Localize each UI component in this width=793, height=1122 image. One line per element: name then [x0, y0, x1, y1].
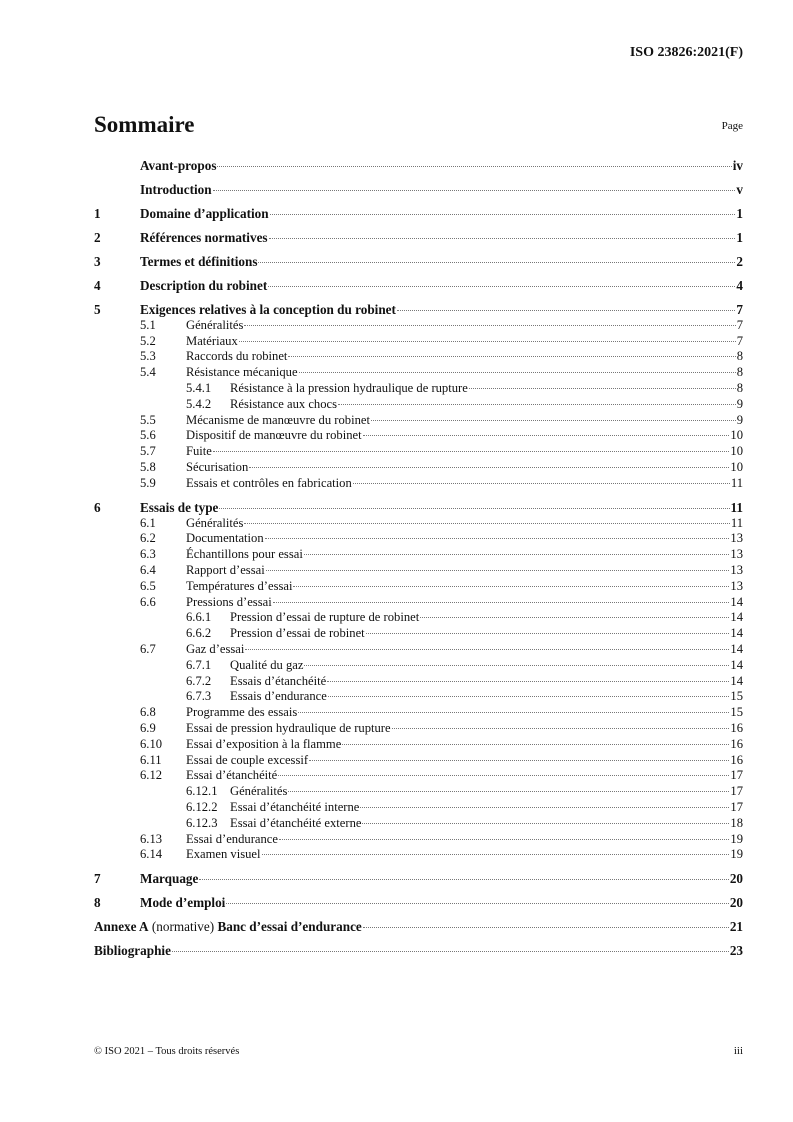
toc-entry-number: 6.2: [140, 531, 156, 546]
toc-entry-page: 11: [730, 515, 743, 530]
toc-entry-page: 8: [736, 365, 743, 380]
toc-entry-title: Généralités: [186, 515, 244, 530]
dot-leader: [371, 420, 736, 421]
toc-entry-number: 4: [94, 278, 101, 294]
toc-entry-bibliography[interactable]: [94, 943, 743, 959]
toc-entry[interactable]: [94, 318, 743, 334]
toc-entry-page: 10: [730, 428, 743, 443]
toc-entry-title: Généralités: [186, 317, 244, 332]
toc-entry-number: 5.5: [140, 412, 156, 427]
toc-entry[interactable]: [94, 381, 743, 397]
toc-entry-page: 17: [730, 799, 743, 814]
toc-entry-page: 9: [736, 412, 743, 427]
toc-entry[interactable]: [94, 721, 743, 737]
toc-entry[interactable]: [94, 302, 743, 318]
dot-leader: [270, 214, 736, 215]
toc-entry-page: 10: [730, 460, 743, 475]
toc-entry-title: Matériaux: [186, 333, 238, 348]
toc-entry-number: 5.4: [140, 365, 156, 380]
dot-leader: [219, 508, 729, 509]
toc-entry-title: Sécurisation: [186, 460, 249, 475]
toc-entry-title: Essai d’endurance: [186, 831, 278, 846]
copyright-footer: © ISO 2021 – Tous droits réservés: [94, 1046, 240, 1057]
toc-entry[interactable]: [94, 847, 743, 863]
toc-entry-number: 6.10: [140, 736, 163, 751]
dot-leader: [309, 760, 729, 761]
toc-entry[interactable]: [94, 254, 743, 270]
toc-entry-page: 14: [730, 642, 743, 657]
toc-entry-number: 6.5: [140, 578, 156, 593]
bibliography-page: 23: [729, 943, 743, 959]
toc-entry-title: Résistance aux chocs: [230, 396, 338, 411]
toc-entry[interactable]: [94, 531, 743, 547]
toc-entry-page: 4: [736, 278, 743, 294]
toc-entry-number: 5.3: [140, 349, 156, 364]
toc-entry-page: 18: [730, 815, 743, 830]
toc-entry-title: Températures d’essai: [186, 578, 293, 593]
toc-entry-number: 6.13: [140, 831, 163, 846]
toc-entry[interactable]: [94, 563, 743, 579]
dot-leader: [342, 744, 729, 745]
toc-entry[interactable]: [94, 500, 743, 516]
toc-entry[interactable]: [94, 784, 743, 800]
toc-entry[interactable]: [94, 428, 743, 444]
toc-entry-title: Résistance à la pression hydraulique de rupture: [230, 381, 468, 396]
dot-leader: [217, 166, 731, 167]
toc-entry-number: 1: [94, 206, 101, 222]
toc-entry-page: 15: [730, 689, 743, 704]
toc-entry-number: 5.4.2: [186, 396, 212, 411]
dot-leader: [366, 633, 730, 634]
toc-entry-title: Pression d’essai de rupture de robinet: [230, 610, 420, 625]
dot-leader: [279, 839, 729, 840]
toc-entry-title: Dispositif de manœuvre du robinet: [186, 428, 362, 443]
toc-entry[interactable]: [94, 230, 743, 246]
dot-leader: [298, 712, 729, 713]
toc-entry-title: Pressions d’essai: [186, 594, 272, 609]
dot-leader: [265, 538, 730, 539]
dot-leader: [327, 681, 729, 682]
toc-entry[interactable]: [94, 206, 743, 222]
toc-entry[interactable]: [94, 476, 743, 492]
dot-leader: [338, 404, 736, 405]
toc-entry-page: 14: [730, 594, 743, 609]
dot-leader: [269, 238, 736, 239]
annex-page: 21: [729, 919, 743, 935]
toc-entry-page: v: [736, 182, 743, 198]
toc-entry-title: Gaz d’essai: [186, 642, 245, 657]
toc-entry-number: 6.12.2: [186, 799, 218, 814]
toc-entry-number: 6.12.3: [186, 815, 218, 830]
toc-entry-title: Examen visuel: [186, 847, 261, 862]
toc-entry-number: 6.7.3: [186, 689, 212, 704]
toc-entry[interactable]: [94, 516, 743, 532]
dot-leader: [363, 927, 729, 928]
toc-entry[interactable]: [94, 278, 743, 294]
dot-leader: [360, 807, 729, 808]
dot-leader: [199, 879, 728, 880]
toc-entry[interactable]: [94, 674, 743, 690]
dot-leader: [353, 483, 730, 484]
toc-entry-number: 6.1: [140, 515, 156, 530]
toc-entry-title: Essais d’endurance: [230, 689, 327, 704]
toc-entry-page: 7: [736, 317, 743, 332]
toc-entry-page: 8: [736, 349, 743, 364]
toc-entry-number: 6.14: [140, 847, 163, 862]
annex-type: (normative): [151, 919, 215, 935]
toc-entry-title: Pression d’essai de robinet: [230, 626, 365, 641]
toc-entry[interactable]: [94, 397, 743, 413]
page-title: Sommaire: [94, 112, 195, 137]
toc-entry-title: Qualité du gaz: [230, 657, 304, 672]
dot-leader: [266, 570, 730, 571]
toc-entry[interactable]: [94, 444, 743, 460]
page-column-label: Page: [721, 120, 743, 132]
toc-entry-number: 6.7: [140, 642, 156, 657]
toc-entry[interactable]: [94, 871, 743, 887]
toc-entry[interactable]: [94, 626, 743, 642]
toc-entry-title: Essai de couple excessif: [186, 752, 309, 767]
dot-leader: [226, 903, 728, 904]
footer-page-number: iii: [733, 1045, 743, 1057]
dot-leader: [244, 523, 730, 524]
toc-entry-title: Description du robinet: [140, 278, 268, 294]
dot-leader: [363, 435, 730, 436]
toc-entry[interactable]: [94, 334, 743, 350]
dot-leader: [245, 649, 729, 650]
toc-entry-title: Essai d’étanchéité interne: [230, 799, 360, 814]
toc-entry-title: Essai d’étanchéité: [186, 768, 278, 783]
toc-entry-title: Essais de type: [140, 499, 219, 515]
toc-entry-number: 6: [94, 499, 101, 515]
toc-entry-title: Termes et définitions: [140, 254, 258, 270]
dot-leader: [213, 451, 730, 452]
dot-leader: [278, 775, 729, 776]
toc-entry-title: Mécanisme de manœuvre du robinet: [186, 412, 370, 427]
toc-entry-number: 6.6.1: [186, 610, 212, 625]
toc-entry-number: 6.7.1: [186, 657, 212, 672]
toc-entry[interactable]: [94, 579, 743, 595]
dot-leader: [420, 617, 729, 618]
toc-entry[interactable]: [94, 413, 743, 429]
dot-leader: [288, 791, 729, 792]
toc-entry-page: 13: [730, 578, 743, 593]
toc-entry-page: 20: [729, 895, 743, 911]
toc-entry-page: 19: [730, 847, 743, 862]
toc-entry[interactable]: [94, 460, 743, 476]
toc-entry-page: 14: [730, 673, 743, 688]
dot-leader: [239, 341, 736, 342]
toc-entry-title: Programme des essais: [186, 705, 298, 720]
toc-entry-title: Références normatives: [140, 230, 268, 246]
toc-entry-page: 9: [736, 396, 743, 411]
dot-leader: [249, 467, 729, 468]
table-of-contents: [94, 150, 743, 959]
toc-entry[interactable]: [94, 658, 743, 674]
dot-leader: [469, 388, 736, 389]
dot-leader: [304, 665, 729, 666]
dot-leader: [273, 602, 730, 603]
toc-entry-number: 6.12.1: [186, 784, 218, 799]
toc-entry-number: 5.8: [140, 460, 156, 475]
toc-entry-number: 5.2: [140, 333, 156, 348]
toc-entry[interactable]: [94, 816, 743, 832]
dot-leader: [293, 586, 729, 587]
toc-entry-page: 20: [729, 871, 743, 887]
toc-entry-number: 5.6: [140, 428, 156, 443]
toc-entry-number: 5.4.1: [186, 381, 212, 396]
toc-entry-number: 6.12: [140, 768, 163, 783]
toc-entry-page: 7: [736, 302, 743, 318]
toc-entry-title: Échantillons pour essai: [186, 547, 303, 562]
dot-leader: [262, 854, 730, 855]
toc-entry-page: 10: [730, 444, 743, 459]
toc-entry-page: 11: [730, 475, 743, 490]
toc-entry-number: 6.9: [140, 721, 156, 735]
toc-entry-title: Essai d’étanchéité externe: [230, 815, 362, 830]
toc-entry-title: Essais et contrôles en fabrication: [186, 475, 352, 490]
toc-entry-number: 8: [94, 895, 101, 911]
toc-entry-title: Généralités: [230, 784, 288, 799]
dot-leader: [299, 372, 736, 373]
toc-entry[interactable]: [94, 547, 743, 563]
dot-leader: [258, 262, 735, 263]
toc-entry-title: Fuite: [186, 444, 212, 459]
dot-leader: [213, 190, 736, 191]
annex-title: Banc d’essai d’endurance: [217, 919, 362, 935]
toc-entry-number: 6.4: [140, 563, 156, 578]
toc-entry-number: 5.9: [140, 475, 156, 490]
toc-entry-title: Marquage: [140, 871, 199, 887]
toc-entry-page: 16: [730, 721, 743, 735]
toc-entry-number: 5.1: [140, 317, 156, 332]
toc-entry-page: 16: [730, 752, 743, 767]
dot-leader: [244, 325, 735, 326]
toc-entry-title: Avant-propos: [140, 158, 217, 174]
toc-entry-title: Introduction: [140, 182, 212, 198]
toc-entry-page: 14: [730, 610, 743, 625]
toc-entry-page: 8: [736, 381, 743, 396]
toc-entry-page: iv: [732, 158, 743, 174]
toc-entry[interactable]: [94, 182, 743, 198]
toc-entry-page: 13: [730, 563, 743, 578]
toc-entry[interactable]: [94, 800, 743, 816]
dot-leader: [362, 823, 729, 824]
toc-entry-number: 5.7: [140, 444, 156, 459]
dot-leader: [268, 286, 735, 287]
toc-entry[interactable]: [94, 595, 743, 611]
toc-entry-page: 1: [736, 230, 743, 246]
toc-entry-page: 17: [730, 768, 743, 783]
toc-entry[interactable]: [94, 610, 743, 626]
dot-leader: [328, 696, 730, 697]
toc-entry-number: 7: [94, 871, 101, 887]
toc-entry-number: 6.6.2: [186, 626, 212, 641]
toc-entry-number: 3: [94, 254, 101, 270]
toc-entry[interactable]: [94, 158, 743, 174]
toc-entry[interactable]: [94, 689, 743, 705]
toc-entry[interactable]: [94, 349, 743, 365]
toc-entry[interactable]: [94, 832, 743, 848]
toc-entry-title: Rapport d’essai: [186, 563, 265, 578]
dot-leader: [172, 951, 729, 952]
toc-entry-title: Documentation: [186, 531, 264, 546]
toc-entry-title: Exigences relatives à la conception du robinet: [140, 302, 396, 318]
toc-entry-page: 13: [730, 531, 743, 546]
toc-entry-number: 6.7.2: [186, 673, 212, 688]
toc-entry-page: 1: [736, 206, 743, 222]
dot-leader: [288, 356, 735, 357]
document-id: ISO 23826:2021(F): [629, 45, 743, 60]
toc-entry-number: 2: [94, 230, 101, 246]
bibliography-title: Bibliographie: [94, 943, 171, 959]
dot-leader: [304, 554, 730, 555]
toc-entry-title: Raccords du robinet: [186, 349, 288, 364]
toc-entry-page: 16: [730, 736, 743, 751]
toc-entry-title: Essais d’étanchéité: [230, 673, 327, 688]
toc-entry-number: 6.6: [140, 594, 156, 609]
dot-leader: [392, 728, 730, 729]
toc-entry[interactable]: [94, 895, 743, 911]
toc-entry-page: 2: [736, 254, 743, 270]
toc-entry-title: Domaine d’application: [140, 206, 269, 222]
toc-entry-page: 19: [730, 831, 743, 846]
toc-entry[interactable]: [94, 365, 743, 381]
toc-entry-title: Essai d’exposition à la flamme: [186, 736, 342, 751]
annex-label: Annexe A: [94, 919, 149, 935]
toc-entry[interactable]: [94, 753, 743, 769]
toc-entry-page: 14: [730, 657, 743, 672]
toc-entry-page: 13: [730, 547, 743, 562]
dot-leader: [397, 310, 735, 311]
toc-entry-number: 6.11: [140, 752, 162, 767]
toc-entry-title: Essai de pression hydraulique de rupture: [186, 721, 391, 735]
toc-entry-page: 14: [730, 626, 743, 641]
toc-entry-title: Résistance mécanique: [186, 365, 298, 380]
toc-entry[interactable]: [94, 768, 743, 784]
toc-entry-title: Mode d’emploi: [140, 895, 226, 911]
toc-entry-number: 6.3: [140, 547, 156, 562]
toc-entry-page: 7: [736, 333, 743, 348]
toc-entry[interactable]: [94, 642, 743, 658]
toc-entry-number: 6.8: [140, 705, 156, 720]
toc-entry[interactable]: [94, 737, 743, 753]
toc-entry-annex[interactable]: [94, 919, 743, 935]
toc-entry-number: 5: [94, 302, 101, 318]
toc-entry-page: 15: [730, 705, 743, 720]
toc-entry-page: 11: [730, 499, 743, 515]
toc-entry[interactable]: [94, 705, 743, 721]
toc-entry-page: 17: [730, 784, 743, 799]
